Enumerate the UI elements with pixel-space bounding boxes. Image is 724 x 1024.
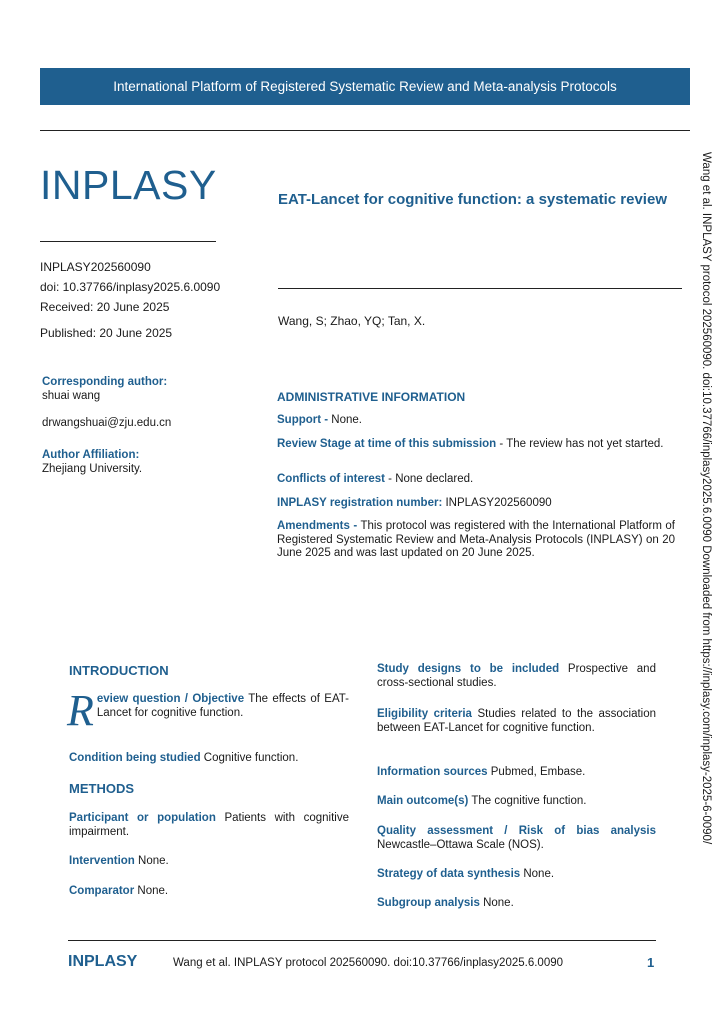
introduction-heading: INTRODUCTION [69, 663, 169, 678]
subgroup-label: Subgroup analysis [377, 897, 480, 909]
comparator-value: None. [134, 885, 169, 897]
information-sources [377, 766, 656, 780]
vertical-citation: Wang et al. INPLASY protocol 202560090. doi:10.37766/inplasy2025.6.0090 Downloaded from https://inplasy.com/inplasy-2025-6-0090/ [700, 152, 712, 845]
amendments-label: Amendments - [277, 520, 358, 532]
inplasy-logo: INPLASY [40, 162, 217, 208]
admin-amendments [277, 520, 675, 561]
conflicts-label: Conflicts of interest [277, 473, 385, 485]
admin-registration [277, 497, 675, 511]
admin-heading: ADMINISTRATIVE INFORMATION [277, 390, 466, 404]
authors: Wang, S; Zhao, YQ; Tan, X. [278, 314, 426, 328]
quality-assessment [377, 825, 656, 852]
amendments-value: This protocol was registered with the International Platform of Registered Systematic Review and Meta-Analysis Protocols (INPLASY) on 20 June 2025 and was last updated on 20 June 2025. [277, 520, 675, 559]
synthesis-value: None. [520, 868, 555, 880]
methods-heading: METHODS [69, 781, 134, 796]
footer-citation: Wang et al. INPLASY protocol 202560090. doi:10.37766/inplasy2025.6.0090 [173, 957, 564, 969]
support-value: None. [328, 414, 362, 426]
paper-title: EAT-Lancet for cognitive function: a systematic review [278, 191, 667, 208]
eligibility-criteria [377, 708, 656, 735]
eligibility-value: Studies related to the association between EAT-Lancet for cognitive function. [377, 708, 657, 734]
title-rule [278, 288, 682, 289]
study-designs-label: Study designs to be included [377, 663, 560, 675]
comparator-label: Comparator [69, 885, 135, 897]
subgroup-analysis [377, 897, 656, 911]
intervention [69, 855, 349, 869]
data-synthesis [377, 868, 656, 882]
top-rule [40, 130, 690, 131]
affiliation-value: Zhejiang University. [42, 463, 143, 475]
registration-value: INPLASY202560090 [442, 497, 552, 509]
registration-id: INPLASY202560090 [40, 260, 151, 274]
participant-value: Patients with cognitive impairment. [69, 812, 349, 838]
participant-label: Participant or population [69, 812, 216, 824]
corresponding-author-email: drwangshuai@zju.edu.cn [42, 417, 172, 429]
admin-conflicts [277, 473, 675, 487]
comparator [69, 885, 349, 899]
sources-label: Information sources [377, 766, 488, 778]
outcome-value: The cognitive function. [468, 795, 587, 807]
affiliation-label: Author Affiliation: [42, 449, 140, 461]
corresponding-author-label: Corresponding author: [42, 376, 168, 388]
header-banner: International Platform of Registered Systematic Review and Meta-analysis Protocols [40, 68, 690, 105]
received-date: Received: 20 June 2025 [40, 300, 170, 314]
review-question-label: eview question / Objective [96, 693, 245, 705]
review-question-value: The effects of EAT-Lancet for cognitive function. [96, 693, 350, 719]
sources-value: Pubmed, Embase. [487, 766, 586, 778]
admin-stage [277, 438, 675, 452]
corresponding-author-block [42, 375, 171, 430]
intervention-value: None. [134, 855, 169, 867]
footer-logo: INPLASY [68, 953, 138, 970]
doi: doi: 10.37766/inplasy2025.6.0090 [40, 280, 221, 294]
condition-label: Condition being studied [69, 752, 201, 764]
review-question [67, 686, 350, 735]
outcome-label: Main outcome(s) [377, 795, 469, 807]
dropcap: R [67, 686, 94, 735]
conflicts-value: - None declared. [384, 473, 474, 485]
stage-value: - The review has not yet started. [496, 438, 664, 450]
study-designs [377, 663, 656, 690]
study-designs-value: Prospective and cross-sectional studies. [377, 663, 656, 689]
support-label: Support - [277, 414, 329, 426]
registration-label: INPLASY registration number: [277, 497, 443, 509]
admin-support [277, 414, 675, 428]
affiliation-block [42, 448, 142, 476]
subgroup-value: None. [479, 897, 514, 909]
quality-value: Newcastle–Ottawa Scale (NOS). [377, 838, 544, 851]
condition-studied [69, 752, 349, 766]
logo-rule [40, 241, 216, 242]
intervention-label: Intervention [69, 855, 135, 867]
condition-value: Cognitive function. [200, 752, 299, 764]
quality-label: Quality assessment / Risk of bias analysis [377, 825, 656, 837]
published-date: Published: 20 June 2025 [40, 326, 173, 340]
participant-population [69, 812, 349, 839]
corresponding-author-name: shuai wang [42, 390, 101, 402]
synthesis-label: Strategy of data synthesis [377, 868, 521, 880]
stage-label: Review Stage at time of this submission [277, 438, 497, 450]
eligibility-label: Eligibility criteria [377, 708, 472, 720]
page-number: 1 [647, 955, 655, 970]
footer-rule [68, 940, 656, 941]
main-outcomes [377, 795, 656, 809]
